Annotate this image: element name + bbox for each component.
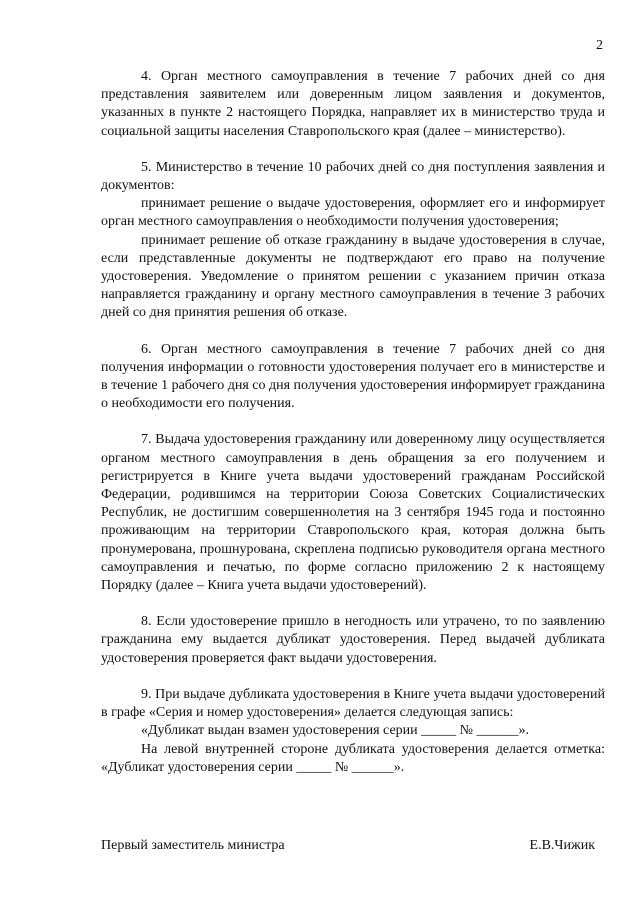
paragraph-9-intro: 9. При выдаче дубликата удостоверения в Книге учета выдачи удостоверений в графе «Серия и номер удостоверения» делается следующая запись: [101,686,605,721]
paragraph-4: 4. Орган местного самоуправления в течение 7 рабочих дней со дня представления заявителем или доверенным лицом заявления и документов, указанных в пункте 2 настоящего Порядка, направляет их в министерство труда и социальной защиты населения Ставропольского края (далее – министерство). [101,69,605,139]
page-number: 2 [596,38,603,53]
paragraph-5-item-refusal: принимает решение об отказе гражданину в выдаче удостоверения в случае, если представленные документы не подтверждают его право на получение удостоверения. Уведомление о принятом решении с указанием причин отказа направляется гражданину и органу местного самоуправления в течение 3 рабочих дней со дня принятия решения об отказе. [101,232,605,321]
paragraph-6: 6. Орган местного самоуправления в течение 7 рабочих дней со дня получения информации о готовности удостоверения получает его в министерстве и в течение 1 рабочего дня со дня получения удостоверения информирует гражданина о необходимости его получения. [101,341,605,412]
signatory-position: Первый заместитель министра [101,838,285,853]
paragraph-8: 8. Если удостоверение пришло в негодность или утрачено, то по заявлению гражданина ему выдается дубликат удостоверения. Перед выдачей дубликата удостоверения проверяется факт выдачи удостоверения. [101,614,605,666]
document-body [101,68,605,777]
paragraph-7: 7. Выдача удостоверения гражданину или доверенному лицу осуществляется органом местного самоуправления в день обращения за его получением и регистрируется в Книге учета выдачи удостоверений гражданам Российской Федерации, родившимся на территории Союза Советских Социалистических Республик, не достигшим совершеннолетия на 3 сентября 1945 года и постоянно проживающим на территории Ставропольского края, которая должна быть пронумерована, прошнурована, скреплена подписью руководителя органа местного самоуправления и печатью, по форме согласно приложению 2 к настоящему Порядку (далее – Книга учета выдачи удостоверений). [101,432,605,594]
paragraph-5-intro: 5. Министерство в течение 10 рабочих дней со дня поступления заявления и документов: [101,159,605,194]
signatory-name: Е.В.Чижик [529,838,595,853]
paragraph-9-record: «Дубликат выдан взамен удостоверения серии _____ № ______». [141,723,530,739]
paragraph-5-item-issue: принимает решение о выдаче удостоверения, оформляет его и информирует орган местного самоуправления о необходимости получения удостоверения; [101,196,605,230]
paragraph-9-mark: На левой внутренней стороне дубликата удостоверения делается отметка: «Дубликат удостоверения серии _____ № ______». [101,741,605,775]
